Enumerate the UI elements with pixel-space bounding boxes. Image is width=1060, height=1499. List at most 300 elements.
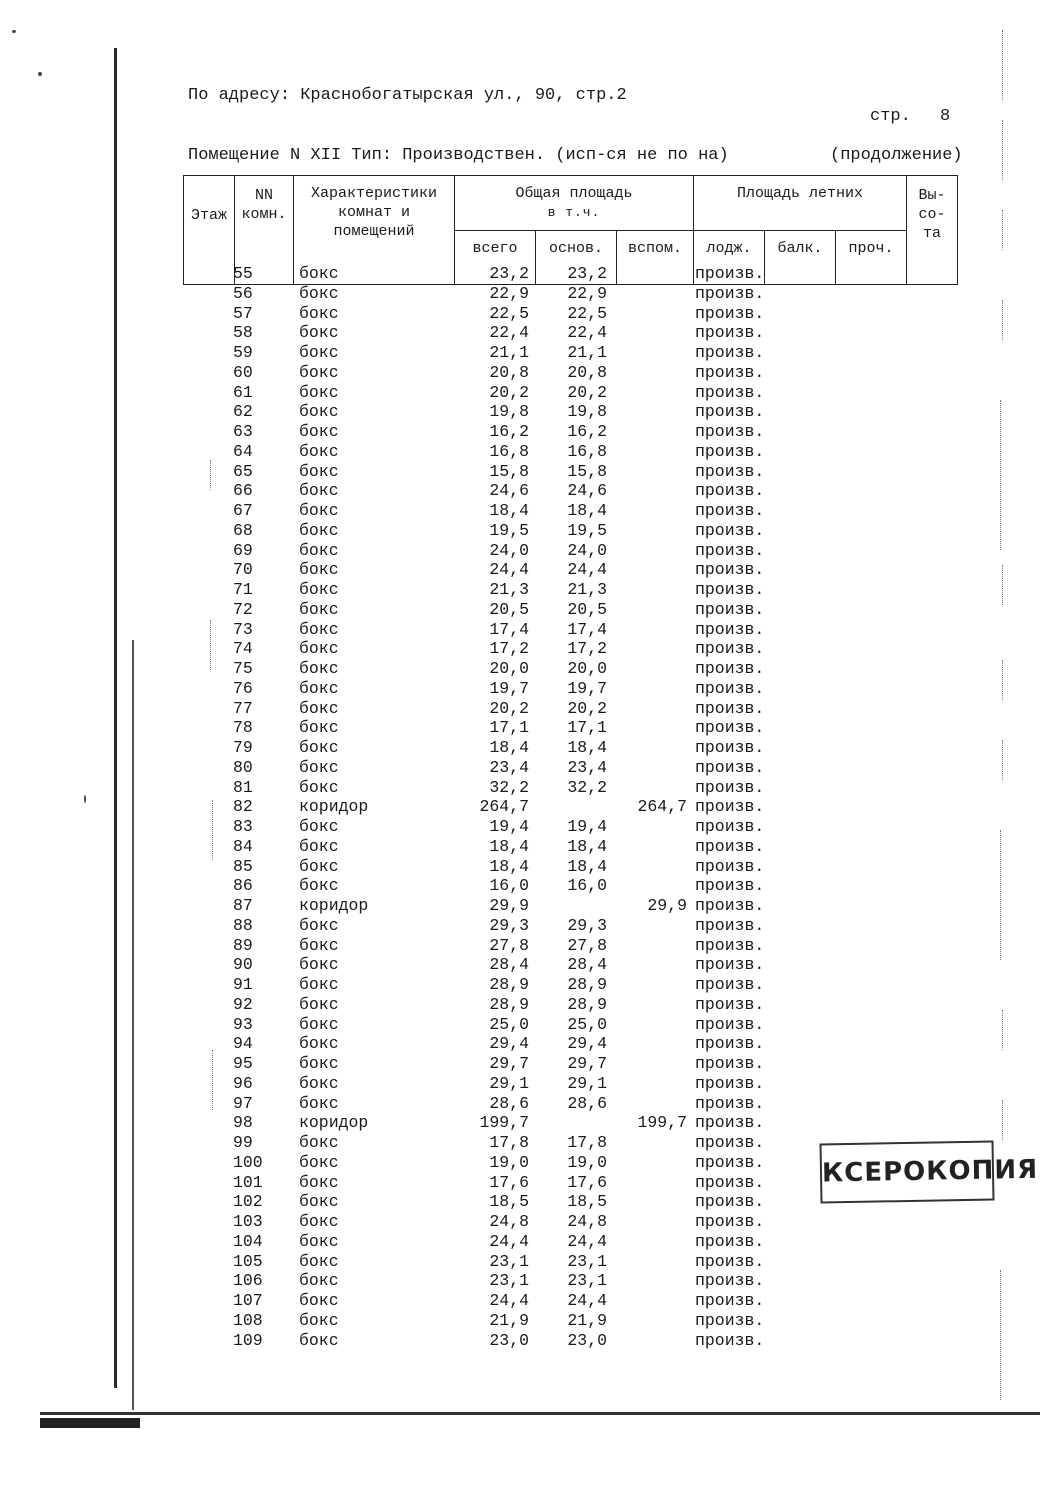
room-type: произв.	[695, 678, 765, 698]
table-row	[183, 1054, 963, 1074]
room-name: бокс	[299, 1152, 339, 1172]
area-total: 20,8	[489, 362, 529, 382]
area-total: 17,2	[489, 639, 529, 659]
room-type: произв.	[695, 659, 765, 678]
room-number: 75	[233, 659, 253, 678]
room-name: бокс	[299, 836, 339, 856]
area-total: 16,2	[489, 422, 529, 441]
room-number: 66	[233, 481, 253, 501]
table-row	[183, 1094, 963, 1114]
room-name: бокс	[299, 560, 339, 580]
scan-noise	[1000, 1270, 1003, 1400]
room-type: произв.	[695, 1113, 765, 1133]
room-name: бокс	[299, 659, 339, 678]
room-name: бокс	[299, 501, 339, 520]
area-total: 18,4	[489, 738, 529, 757]
room-name: бокс	[299, 1231, 339, 1251]
room-number: 64	[233, 441, 253, 461]
room-name: бокс	[299, 520, 339, 540]
area-total: 264,7	[479, 797, 529, 817]
area-total: 29,3	[489, 915, 529, 935]
room-name: бокс	[299, 994, 339, 1014]
area-main: 16,2	[567, 422, 607, 441]
room-number: 94	[233, 1034, 253, 1054]
page-number: 8	[940, 107, 951, 126]
area-total: 28,6	[489, 1093, 529, 1113]
scan-noise	[1000, 400, 1003, 550]
room-type: произв.	[695, 955, 765, 975]
area-main: 23,0	[567, 1330, 607, 1350]
room-name: бокс	[299, 1251, 339, 1271]
area-total: 20,2	[489, 698, 529, 718]
area-main: 22,4	[567, 323, 607, 343]
room-name: бокс	[299, 481, 339, 501]
area-main: 18,4	[567, 856, 607, 876]
room-name: бокс	[299, 441, 339, 461]
table-row	[183, 264, 963, 284]
area-main: 24,8	[567, 1212, 607, 1231]
room-type: произв.	[695, 777, 765, 797]
area-main: 23,1	[567, 1251, 607, 1271]
scan-noise	[1002, 1100, 1005, 1140]
area-main: 29,4	[567, 1034, 607, 1054]
room-number: 62	[233, 402, 253, 422]
room-name: бокс	[299, 1073, 339, 1093]
room-name: бокс	[299, 975, 339, 994]
room-number: 77	[233, 698, 253, 718]
area-aux: 199,7	[637, 1113, 687, 1133]
area-total: 19,5	[489, 520, 529, 540]
table-row	[183, 462, 963, 482]
room-type: произв.	[695, 343, 765, 362]
room-number: 107	[233, 1291, 263, 1310]
table-row	[183, 600, 963, 620]
table-row	[183, 699, 963, 719]
room-number: 95	[233, 1054, 253, 1073]
room-number: 87	[233, 896, 253, 915]
table-row	[183, 304, 963, 324]
area-total: 17,1	[489, 718, 529, 738]
scan-noise	[1002, 300, 1005, 340]
scan-speck	[84, 795, 86, 803]
incl-label: в т.ч.	[547, 205, 601, 220]
table-row	[183, 797, 963, 817]
room-number: 82	[233, 797, 253, 817]
table-row	[183, 422, 963, 442]
table-row	[183, 442, 963, 462]
room-type: произв.	[695, 560, 765, 580]
scan-noise	[1002, 120, 1005, 180]
area-main: 20,8	[567, 362, 607, 382]
area-total: 17,4	[489, 619, 529, 639]
room-number: 86	[233, 876, 253, 896]
table-row	[183, 837, 963, 857]
room-type: произв.	[695, 1231, 765, 1251]
area-total: 19,7	[489, 678, 529, 698]
room-number: 57	[233, 303, 253, 323]
room-name: бокс	[299, 343, 339, 362]
scan-noise	[1000, 830, 1003, 960]
room-type: произв.	[695, 1093, 765, 1113]
room-number: 101	[233, 1172, 263, 1192]
room-type: произв.	[695, 876, 765, 896]
area-total: 199,7	[479, 1113, 529, 1133]
area-total: 20,5	[489, 599, 529, 619]
table-row	[183, 778, 963, 798]
area-main: 17,1	[567, 718, 607, 738]
room-number: 109	[233, 1330, 263, 1350]
photocopy-stamp: КСЕРОКОПИЯ	[819, 1140, 994, 1203]
room-number: 69	[233, 540, 253, 560]
table-row	[183, 1113, 963, 1133]
area-total: 18,4	[489, 856, 529, 876]
room-name: бокс	[299, 1014, 339, 1034]
area-main: 24,4	[567, 1291, 607, 1310]
table-row	[183, 383, 963, 403]
area-total: 27,8	[489, 935, 529, 955]
area-total: 32,2	[489, 777, 529, 797]
scan-noise	[1002, 565, 1005, 605]
room-type: произв.	[695, 1073, 765, 1093]
room-name: бокс	[299, 580, 339, 599]
table-row	[183, 284, 963, 304]
area-total: 25,0	[489, 1014, 529, 1034]
room-type: произв.	[695, 382, 765, 402]
room-type: произв.	[695, 501, 765, 520]
room-number: 97	[233, 1093, 253, 1113]
col-all: всего	[455, 230, 536, 285]
table-row	[183, 1331, 963, 1351]
area-main: 17,6	[567, 1172, 607, 1192]
room-number: 60	[233, 362, 253, 382]
room-name: бокс	[299, 1271, 339, 1291]
room-type: произв.	[695, 481, 765, 501]
room-type: произв.	[695, 1152, 765, 1172]
room-type: произв.	[695, 461, 765, 481]
table-row	[183, 1232, 963, 1252]
room-name: бокс	[299, 955, 339, 975]
room-type: произв.	[695, 975, 765, 994]
room-name: бокс	[299, 876, 339, 896]
area-total: 19,0	[489, 1152, 529, 1172]
room-name: бокс	[299, 1172, 339, 1192]
scan-speck	[12, 30, 16, 33]
area-main: 28,9	[567, 975, 607, 994]
room-type: произв.	[695, 1172, 765, 1192]
area-main: 19,0	[567, 1152, 607, 1172]
area-total: 18,4	[489, 501, 529, 520]
area-main: 18,4	[567, 501, 607, 520]
bottom-rule	[40, 1412, 1040, 1415]
col-loggia: лодж.	[694, 230, 765, 285]
room-number: 68	[233, 520, 253, 540]
room-type: произв.	[695, 580, 765, 599]
table-row	[183, 481, 963, 501]
area-main: 20,5	[567, 599, 607, 619]
area-aux: 29,9	[647, 896, 687, 915]
room-type: произв.	[695, 264, 765, 283]
room-type: произв.	[695, 540, 765, 560]
table-row	[183, 857, 963, 877]
room-type: произв.	[695, 1212, 765, 1231]
room-type: произв.	[695, 422, 765, 441]
room-name: коридор	[299, 896, 369, 915]
room-name: бокс	[299, 303, 339, 323]
table-row	[183, 639, 963, 659]
room-number: 63	[233, 422, 253, 441]
area-main: 20,0	[567, 659, 607, 678]
room-type: произв.	[695, 1014, 765, 1034]
room-name: коридор	[299, 1113, 369, 1133]
room-number: 104	[233, 1231, 263, 1251]
table-row	[183, 758, 963, 778]
room-type: произв.	[695, 757, 765, 777]
room-name: бокс	[299, 1310, 339, 1330]
room-type: произв.	[695, 402, 765, 422]
table-row	[183, 521, 963, 541]
room-type: произв.	[695, 639, 765, 659]
area-main: 29,7	[567, 1054, 607, 1073]
area-total: 18,4	[489, 836, 529, 856]
area-main: 28,6	[567, 1093, 607, 1113]
margin-line-inner	[132, 640, 134, 1410]
continuation-label: (продолжение)	[830, 146, 963, 165]
area-total: 29,1	[489, 1073, 529, 1093]
area-total: 19,8	[489, 402, 529, 422]
col-balcony: балк.	[765, 230, 836, 285]
room-name: бокс	[299, 619, 339, 639]
room-number: 65	[233, 461, 253, 481]
table-row	[183, 955, 963, 975]
area-main: 18,4	[567, 738, 607, 757]
col-summer-area: Площадь летних	[694, 176, 907, 231]
area-main: 17,4	[567, 619, 607, 639]
room-type: произв.	[695, 441, 765, 461]
table-row	[183, 916, 963, 936]
table-row	[183, 718, 963, 738]
col-height: Вы- со- та	[907, 176, 958, 285]
room-type: произв.	[695, 856, 765, 876]
area-total: 28,9	[489, 994, 529, 1014]
area-total: 21,3	[489, 580, 529, 599]
room-name: бокс	[299, 422, 339, 441]
room-type: произв.	[695, 1133, 765, 1152]
room-number: 96	[233, 1073, 253, 1093]
table-row	[183, 501, 963, 521]
area-total: 21,9	[489, 1310, 529, 1330]
room-number: 76	[233, 678, 253, 698]
room-type: произв.	[695, 915, 765, 935]
area-total: 23,4	[489, 757, 529, 777]
area-main: 20,2	[567, 382, 607, 402]
room-name: бокс	[299, 718, 339, 738]
table-row	[183, 995, 963, 1015]
room-number: 93	[233, 1014, 253, 1034]
room-number: 85	[233, 856, 253, 876]
table-row	[183, 1271, 963, 1291]
area-total: 28,4	[489, 955, 529, 975]
room-type: произв.	[695, 994, 765, 1014]
room-name: бокс	[299, 323, 339, 343]
room-number: 71	[233, 580, 253, 599]
table-row	[183, 402, 963, 422]
scan-noise	[1002, 210, 1005, 250]
area-main: 18,5	[567, 1192, 607, 1212]
room-type: произв.	[695, 1251, 765, 1271]
area-total: 23,1	[489, 1251, 529, 1271]
col-main: основ.	[536, 230, 617, 285]
room-name: бокс	[299, 1212, 339, 1231]
col-room-no: NN комн.	[235, 176, 294, 285]
table-row	[183, 363, 963, 383]
room-name: бокс	[299, 915, 339, 935]
area-main: 19,8	[567, 402, 607, 422]
area-main: 29,1	[567, 1073, 607, 1093]
room-name: бокс	[299, 540, 339, 560]
room-name: бокс	[299, 1034, 339, 1054]
bottom-rule-mark	[40, 1418, 140, 1428]
area-main: 18,4	[567, 836, 607, 856]
area-total: 22,9	[489, 283, 529, 303]
room-number: 108	[233, 1310, 263, 1330]
area-main: 23,2	[567, 264, 607, 283]
scan-noise	[1002, 740, 1005, 780]
col-floor: Этаж	[184, 176, 235, 285]
room-number: 98	[233, 1113, 253, 1133]
room-type: произв.	[695, 1271, 765, 1291]
room-number: 70	[233, 560, 253, 580]
room-name: бокс	[299, 1093, 339, 1113]
room-type: произв.	[695, 619, 765, 639]
area-total: 24,4	[489, 1291, 529, 1310]
room-type: произв.	[695, 1291, 765, 1310]
room-number: 78	[233, 718, 253, 738]
area-main: 21,1	[567, 343, 607, 362]
area-main: 28,4	[567, 955, 607, 975]
room-number: 92	[233, 994, 253, 1014]
area-main: 19,4	[567, 817, 607, 836]
table-row	[183, 323, 963, 343]
room-number: 106	[233, 1271, 263, 1291]
room-number: 90	[233, 955, 253, 975]
room-number: 88	[233, 915, 253, 935]
room-name: бокс	[299, 935, 339, 955]
area-total: 23,2	[489, 264, 529, 283]
room-number: 105	[233, 1251, 263, 1271]
room-name: бокс	[299, 461, 339, 481]
area-main: 19,5	[567, 520, 607, 540]
area-total: 21,1	[489, 343, 529, 362]
area-total: 29,9	[489, 896, 529, 915]
area-total: 20,0	[489, 659, 529, 678]
room-name: бокс	[299, 757, 339, 777]
area-total: 24,6	[489, 481, 529, 501]
room-type: произв.	[695, 1034, 765, 1054]
area-total: 24,0	[489, 540, 529, 560]
room-number: 72	[233, 599, 253, 619]
room-type: произв.	[695, 896, 765, 915]
area-total: 17,6	[489, 1172, 529, 1192]
room-name: бокс	[299, 698, 339, 718]
area-main: 24,4	[567, 1231, 607, 1251]
room-type: произв.	[695, 283, 765, 303]
scan-noise	[1002, 1010, 1005, 1050]
table-row	[183, 1252, 963, 1272]
area-main: 28,9	[567, 994, 607, 1014]
table-row	[183, 876, 963, 896]
table-row	[183, 620, 963, 640]
room-name: бокс	[299, 402, 339, 422]
room-number: 73	[233, 619, 253, 639]
room-number: 102	[233, 1192, 263, 1212]
room-type: произв.	[695, 698, 765, 718]
col-other: проч.	[836, 230, 907, 285]
table-row	[183, 1291, 963, 1311]
area-total: 16,0	[489, 876, 529, 896]
premises-title: Помещение N XII Тип: Производствен. (исп-ся не по на)	[188, 146, 729, 165]
room-name: бокс	[299, 817, 339, 836]
area-total: 24,8	[489, 1212, 529, 1231]
table-row	[183, 896, 963, 916]
room-name: бокс	[299, 639, 339, 659]
area-main: 29,3	[567, 915, 607, 935]
area-main: 21,3	[567, 580, 607, 599]
table-row	[183, 975, 963, 995]
room-type: произв.	[695, 836, 765, 856]
table-row	[183, 1311, 963, 1331]
room-name: бокс	[299, 1133, 339, 1152]
address-line: По адресу: Краснобогатырская ул., 90, стр.2	[188, 86, 627, 105]
room-number: 74	[233, 639, 253, 659]
area-total: 22,5	[489, 303, 529, 323]
room-number: 91	[233, 975, 253, 994]
area-main: 17,8	[567, 1133, 607, 1152]
table-row	[183, 1015, 963, 1035]
area-total: 19,4	[489, 817, 529, 836]
area-total: 15,8	[489, 461, 529, 481]
area-main: 25,0	[567, 1014, 607, 1034]
area-main: 23,4	[567, 757, 607, 777]
room-type: произв.	[695, 935, 765, 955]
table-row	[183, 1074, 963, 1094]
room-type: произв.	[695, 1054, 765, 1073]
room-type: произв.	[695, 362, 765, 382]
area-total: 16,8	[489, 441, 529, 461]
table-row	[183, 679, 963, 699]
room-type: произв.	[695, 520, 765, 540]
area-main: 19,7	[567, 678, 607, 698]
room-number: 81	[233, 777, 253, 797]
total-area-label: Общая площадь	[515, 185, 633, 202]
area-total: 23,0	[489, 1330, 529, 1350]
room-name: бокс	[299, 362, 339, 382]
table-row	[183, 343, 963, 363]
area-main: 24,4	[567, 560, 607, 580]
area-main: 16,8	[567, 441, 607, 461]
table-row	[183, 936, 963, 956]
area-total: 23,1	[489, 1271, 529, 1291]
room-number: 58	[233, 323, 253, 343]
area-main: 15,8	[567, 461, 607, 481]
room-name: бокс	[299, 738, 339, 757]
area-main: 32,2	[567, 777, 607, 797]
table-row	[183, 560, 963, 580]
room-name: коридор	[299, 797, 369, 817]
scan-noise	[1002, 30, 1005, 100]
area-main: 23,1	[567, 1271, 607, 1291]
table-row	[183, 1212, 963, 1232]
area-main: 16,0	[567, 876, 607, 896]
